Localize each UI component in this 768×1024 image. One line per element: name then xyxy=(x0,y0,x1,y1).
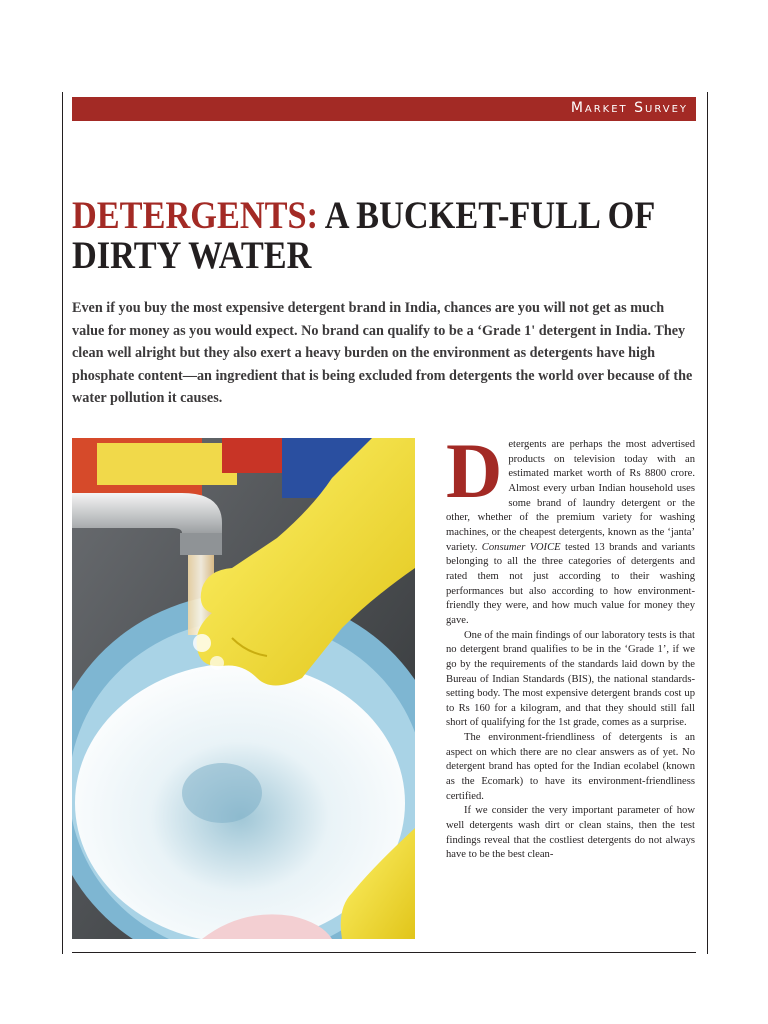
headline-line2: DIRTY WATER xyxy=(72,234,312,277)
lede-paragraph: Even if you buy the most expensive detergent brand in India, chances are you will not get as much value for money as you would expect. No brand can qualify to be a ‘Grade 1' detergent in India. They clean well alright but they also exert a heavy burden on the environment as detergents have high phosphate content—an ingredient that is being excluded from detergents the world over because of the water pollution it causes. xyxy=(72,300,693,407)
headline-accent: DETERGENTS: xyxy=(72,194,319,237)
bottom-rule xyxy=(72,952,696,953)
section-label: Market Survey xyxy=(570,100,688,116)
article-body xyxy=(446,427,695,863)
body-paragraph-2: One of the main findings of our laboratory tests is that no detergent brand qualifies to be in the ‘Grade 1’, if we go by the requirements of the standards laid down by the Bureau of Indian Standards (BIS), the national standards-setting body. The most expensive detergent brands cost up to Rs 160 for a kilogram, and that they should still fall short of qualifying for the 1st grade, comes as a surprise. xyxy=(446,629,695,729)
headline-line1: A BUCKET-FULL OF xyxy=(318,194,656,237)
body-paragraph-3: The environment-friendliness of detergents is an aspect on which there are no clear answers as of yet. No detergent brand has opted for the Indian ecolabel (known as the Ecomark) to have its environment-friendliness certified. xyxy=(446,732,695,802)
drop-cap: D xyxy=(446,427,503,514)
section-banner xyxy=(72,97,696,121)
right-rule xyxy=(707,92,708,954)
body-paragraph-1: Detergents are perhaps the most advertised products on television today with an estimated market worth of Rs 8800 crore. Almost every urban Indian household uses some brand of laundry detergent or the other, whether of the premium variety for washing machines, or the cheapest detergents, known as the ‘janta’ variety. Consumer VOICE tested 13 brands and variants belonging to all the three categories of detergents and rated them not just according to their washing performances but also according to how environment-friendly they were, and how much value for money they gave. xyxy=(446,427,695,626)
body-paragraph-4: If we consider the very important parameter of how well detergents wash dirt or clean stains, then the test findings reveal that the costliest detergents do not always have to be the best clean- xyxy=(446,805,695,861)
publication-name: Consumer VOICE xyxy=(481,541,561,553)
left-rule xyxy=(62,92,63,954)
headline xyxy=(72,194,656,277)
detergent-washing-photo xyxy=(72,438,415,939)
